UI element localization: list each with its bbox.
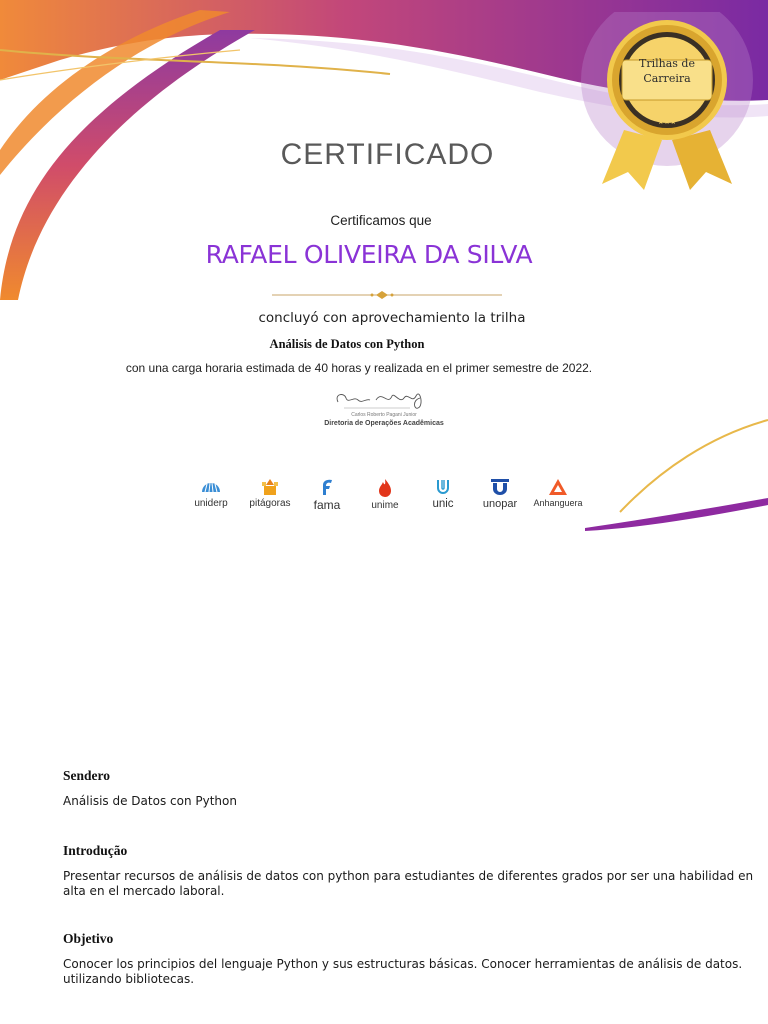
section-heading: Introdução — [63, 843, 128, 858]
hours-text: con una carga horaria estimada de 40 horas y realizada en el primer semestre de 2022. — [125, 361, 593, 375]
logo-unopar — [470, 478, 530, 510]
anhanguera-logo-icon — [548, 478, 568, 496]
signer-department: Diretoria de Operações Acadêmicas — [324, 420, 444, 427]
pitagoras-logo-icon — [260, 478, 280, 496]
certify-text: Certificamos que — [330, 213, 432, 228]
section-heading: Objetivo — [63, 931, 114, 946]
logo-pitagoras — [240, 478, 300, 509]
course-details — [63, 768, 763, 987]
seal-label-line1: Trilhas de — [639, 57, 695, 70]
logo-unic — [413, 478, 473, 510]
fama-logo-icon — [318, 478, 336, 496]
recipient-name: RAFAEL OLIVEIRA DA SILVA — [205, 240, 533, 269]
unic-logo-icon — [433, 478, 453, 496]
institution-logos — [0, 478, 768, 522]
logo-label: pitágoras — [249, 498, 291, 509]
seal-label — [578, 56, 756, 86]
section-introducao — [63, 843, 763, 899]
logo-uniderp — [181, 478, 241, 509]
signer-name: Carlos Roberto Pagani Junior — [351, 412, 417, 418]
section-body: Conocer los principios del lenguaje Python y sus estructuras básicas. Conocer herramientas de análisis de datos. utilizando bibliotecas. — [63, 957, 743, 986]
section-body: Presentar recursos de análisis de datos con python para estudiantes de diferentes grados por ser una habilidad en alta en el mercado laboral. — [63, 869, 754, 898]
certificate-title: CERTIFICADO — [280, 138, 495, 171]
logo-label: unime — [371, 500, 399, 511]
concluded-text: concluyó con aprovechamiento la trilha — [258, 310, 526, 326]
logo-unime — [355, 478, 415, 511]
section-heading: Sendero — [63, 768, 111, 783]
logo-fama — [297, 478, 357, 512]
seal-label-line2: Carreira — [643, 72, 691, 85]
ornament-divider — [272, 289, 502, 301]
section-objetivo — [63, 931, 763, 987]
svg-text:★★★: ★★★ — [657, 118, 677, 126]
uniderp-logo-icon — [200, 478, 222, 496]
svg-text:★★★: ★★★ — [656, 38, 678, 47]
unime-logo-icon — [377, 478, 393, 498]
logo-label: unopar — [482, 498, 518, 510]
unopar-logo-icon — [489, 478, 511, 496]
logo-label: uniderp — [194, 498, 228, 509]
course-name: Análisis de Datos con Python — [269, 337, 425, 351]
logo-label: unic — [432, 498, 454, 510]
logo-anhanguera — [528, 478, 588, 508]
logo-label: Anhanguera — [533, 498, 583, 508]
logo-label: fama — [313, 498, 341, 512]
handwritten-signature-icon — [330, 386, 430, 412]
section-sendero — [63, 768, 763, 809]
section-body: Análisis de Datos con Python — [63, 794, 237, 808]
